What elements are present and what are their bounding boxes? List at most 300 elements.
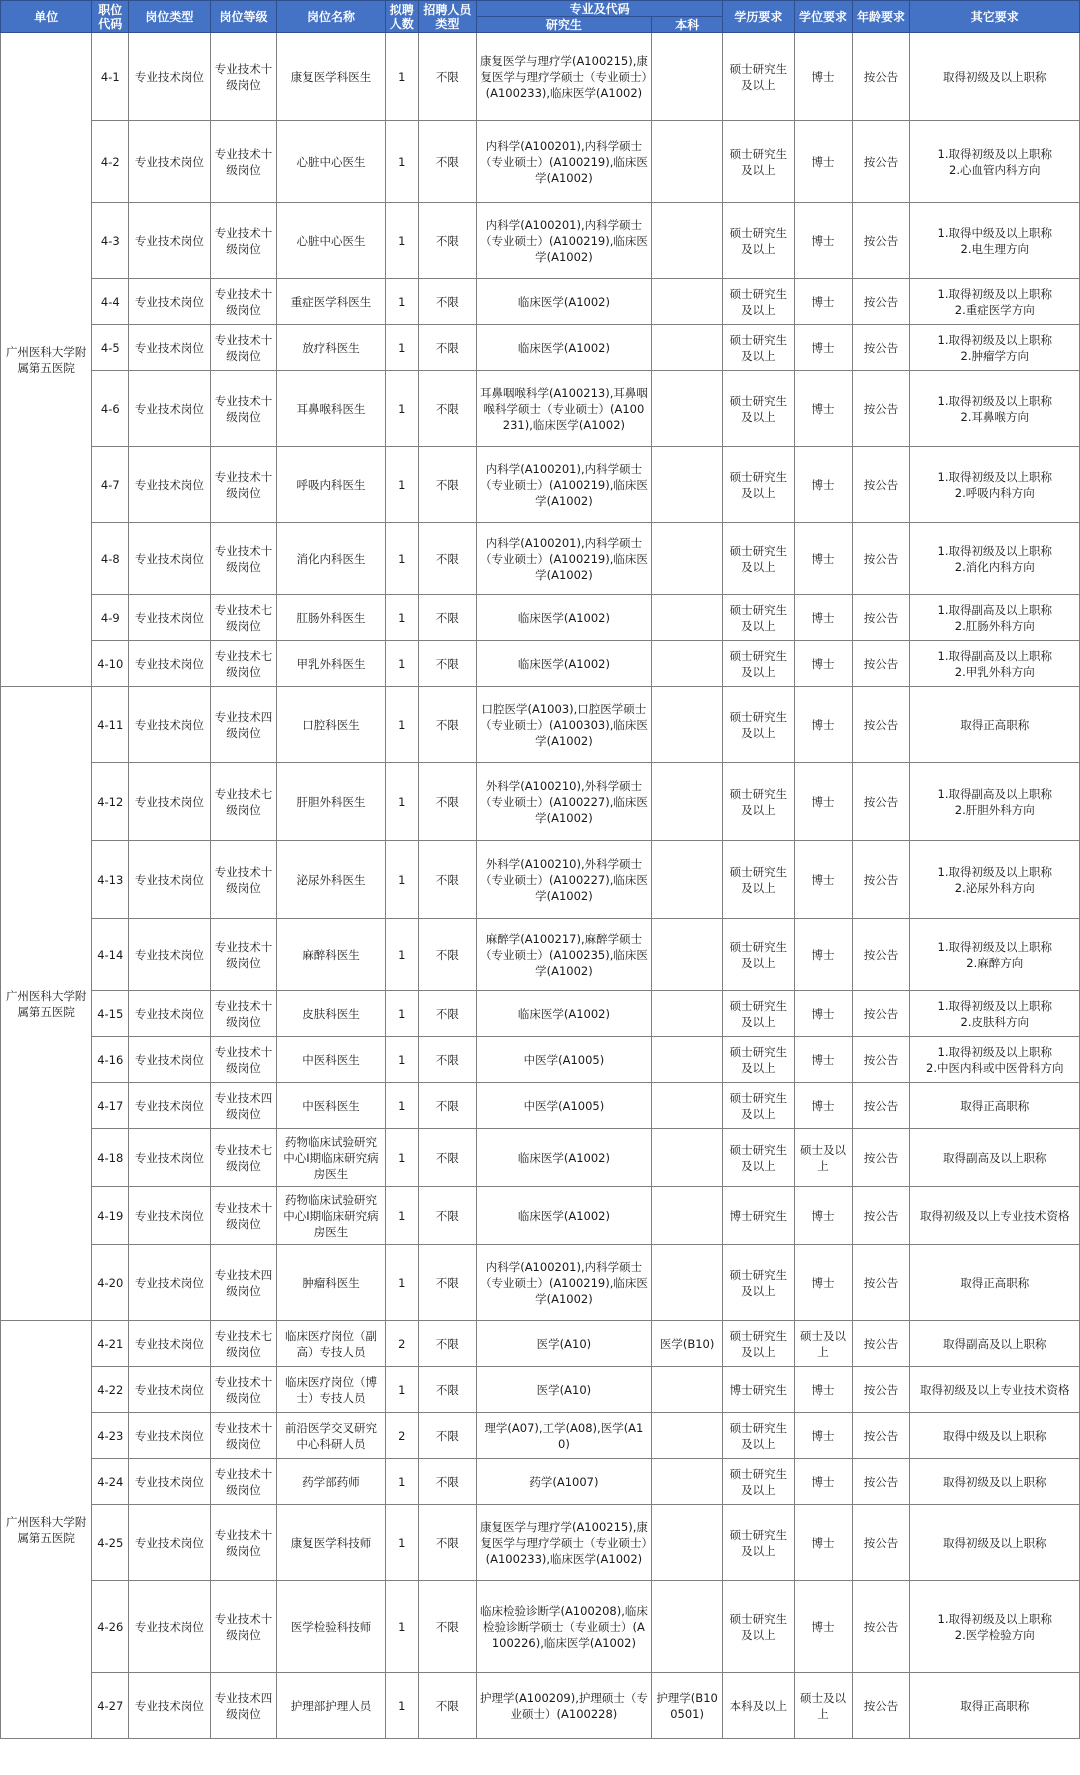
edu-cell: 硕士研究生及以上 — [723, 1581, 794, 1673]
name-cell: 重症医学科医生 — [277, 279, 385, 325]
type-cell: 专业技术岗位 — [129, 919, 210, 991]
table-row — [1, 1459, 1080, 1505]
grad-major-cell: 临床医学(A1002) — [476, 1129, 651, 1187]
other-cell: 1.取得副高及以上职称 2.肛肠外科方向 — [910, 595, 1080, 641]
table-row — [1, 841, 1080, 919]
other-cell: 1.取得初级及以上职称 2.呼吸内科方向 — [910, 447, 1080, 523]
count-cell: 1 — [385, 1505, 418, 1581]
count-cell: 1 — [385, 371, 418, 447]
table-row — [1, 1673, 1080, 1739]
type-cell: 专业技术岗位 — [129, 595, 210, 641]
recruit-type-cell: 不限 — [418, 841, 476, 919]
type-cell: 专业技术岗位 — [129, 841, 210, 919]
name-cell: 医学检验科技师 — [277, 1581, 385, 1673]
edu-cell: 硕士研究生及以上 — [723, 1321, 794, 1367]
level-cell: 专业技术十级岗位 — [210, 1037, 277, 1083]
other-cell: 1.取得初级及以上职称 2.泌尿外科方向 — [910, 841, 1080, 919]
name-cell: 康复医学科医生 — [277, 33, 385, 121]
edu-cell: 硕士研究生及以上 — [723, 687, 794, 763]
code-cell: 4-10 — [92, 641, 129, 687]
level-cell: 专业技术七级岗位 — [210, 641, 277, 687]
undergrad-major-cell — [651, 33, 722, 121]
recruit-type-cell: 不限 — [418, 1505, 476, 1581]
edu-cell: 硕士研究生及以上 — [723, 1245, 794, 1321]
grad-major-cell: 内科学(A100201),内科学硕士（专业硕士）(A100219),临床医学(A1002) — [476, 523, 651, 595]
name-cell: 耳鼻喉科医生 — [277, 371, 385, 447]
count-cell: 1 — [385, 1673, 418, 1739]
level-cell: 专业技术十级岗位 — [210, 1187, 277, 1245]
other-cell: 取得初级及以上专业技术资格 — [910, 1367, 1080, 1413]
age-cell: 按公告 — [852, 919, 910, 991]
name-cell: 临床医疗岗位（博士）专技人员 — [277, 1367, 385, 1413]
name-cell: 肛肠外科医生 — [277, 595, 385, 641]
other-cell: 取得初级及以上职称 — [910, 1505, 1080, 1581]
code-cell: 4-17 — [92, 1083, 129, 1129]
code-cell: 4-27 — [92, 1673, 129, 1739]
age-cell: 按公告 — [852, 203, 910, 279]
age-cell: 按公告 — [852, 279, 910, 325]
code-cell: 4-19 — [92, 1187, 129, 1245]
edu-cell: 硕士研究生及以上 — [723, 919, 794, 991]
code-cell: 4-6 — [92, 371, 129, 447]
code-cell: 4-5 — [92, 325, 129, 371]
undergrad-major-cell — [651, 687, 722, 763]
type-cell: 专业技术岗位 — [129, 1129, 210, 1187]
type-cell: 专业技术岗位 — [129, 371, 210, 447]
age-cell: 按公告 — [852, 763, 910, 841]
age-cell: 按公告 — [852, 1505, 910, 1581]
type-cell: 专业技术岗位 — [129, 33, 210, 121]
table-header — [1, 1, 1080, 33]
recruit-type-cell: 不限 — [418, 687, 476, 763]
code-cell: 4-21 — [92, 1321, 129, 1367]
level-cell: 专业技术四级岗位 — [210, 687, 277, 763]
degree-cell: 博士 — [794, 1037, 852, 1083]
degree-cell: 博士 — [794, 841, 852, 919]
undergrad-major-cell — [651, 1413, 722, 1459]
header-count: 拟聘人数 — [385, 1, 418, 33]
degree-cell: 博士 — [794, 279, 852, 325]
edu-cell: 硕士研究生及以上 — [723, 1459, 794, 1505]
table-row — [1, 687, 1080, 763]
name-cell: 呼吸内科医生 — [277, 447, 385, 523]
table-row — [1, 595, 1080, 641]
undergrad-major-cell — [651, 1187, 722, 1245]
other-cell: 1.取得初级及以上职称 2.耳鼻喉方向 — [910, 371, 1080, 447]
degree-cell: 博士 — [794, 1083, 852, 1129]
code-cell: 4-16 — [92, 1037, 129, 1083]
type-cell: 专业技术岗位 — [129, 763, 210, 841]
undergrad-major-cell — [651, 763, 722, 841]
age-cell: 按公告 — [852, 595, 910, 641]
code-cell: 4-14 — [92, 919, 129, 991]
unit-cell: 广州医科大学附属第五医院 — [1, 687, 92, 1321]
degree-cell: 博士 — [794, 447, 852, 523]
grad-major-cell: 内科学(A100201),内科学硕士（专业硕士）(A100219),临床医学(A1002) — [476, 203, 651, 279]
grad-major-cell: 医学(A10) — [476, 1321, 651, 1367]
undergrad-major-cell — [651, 1083, 722, 1129]
code-cell: 4-7 — [92, 447, 129, 523]
name-cell: 心脏中心医生 — [277, 121, 385, 203]
type-cell: 专业技术岗位 — [129, 203, 210, 279]
header-age: 年龄要求 — [852, 1, 910, 33]
edu-cell: 本科及以上 — [723, 1673, 794, 1739]
recruit-type-cell: 不限 — [418, 595, 476, 641]
degree-cell: 博士 — [794, 763, 852, 841]
table-row — [1, 371, 1080, 447]
recruit-type-cell: 不限 — [418, 641, 476, 687]
grad-major-cell: 医学(A10) — [476, 1367, 651, 1413]
type-cell: 专业技术岗位 — [129, 1413, 210, 1459]
table-row — [1, 641, 1080, 687]
edu-cell: 硕士研究生及以上 — [723, 371, 794, 447]
grad-major-cell: 康复医学与理疗学(A100215),康复医学与理疗学硕士（专业硕士）(A100233),临床医学(A1002) — [476, 1505, 651, 1581]
grad-major-cell: 内科学(A100201),内科学硕士（专业硕士）(A100219),临床医学(A1002) — [476, 121, 651, 203]
other-cell: 取得正高职称 — [910, 1245, 1080, 1321]
recruit-type-cell: 不限 — [418, 325, 476, 371]
level-cell: 专业技术十级岗位 — [210, 203, 277, 279]
name-cell: 肝胆外科医生 — [277, 763, 385, 841]
unit-cell: 广州医科大学附属第五医院 — [1, 1321, 92, 1739]
degree-cell: 博士 — [794, 1505, 852, 1581]
degree-cell: 硕士及以上 — [794, 1321, 852, 1367]
degree-cell: 博士 — [794, 687, 852, 763]
undergrad-major-cell — [651, 121, 722, 203]
type-cell: 专业技术岗位 — [129, 325, 210, 371]
code-cell: 4-3 — [92, 203, 129, 279]
undergrad-major-cell — [651, 841, 722, 919]
unit-cell: 广州医科大学附属第五医院 — [1, 33, 92, 687]
degree-cell: 博士 — [794, 1581, 852, 1673]
recruit-type-cell: 不限 — [418, 1321, 476, 1367]
table-row — [1, 1321, 1080, 1367]
name-cell: 药物临床试验研究中心I期临床研究病房医生 — [277, 1187, 385, 1245]
degree-cell: 博士 — [794, 203, 852, 279]
header-level: 岗位等级 — [210, 1, 277, 33]
recruit-type-cell: 不限 — [418, 1673, 476, 1739]
degree-cell: 博士 — [794, 33, 852, 121]
code-cell: 4-24 — [92, 1459, 129, 1505]
recruit-type-cell: 不限 — [418, 371, 476, 447]
undergrad-major-cell — [651, 919, 722, 991]
undergrad-major-cell — [651, 523, 722, 595]
edu-cell: 硕士研究生及以上 — [723, 325, 794, 371]
other-cell: 取得正高职称 — [910, 687, 1080, 763]
table-row — [1, 1505, 1080, 1581]
edu-cell: 博士研究生 — [723, 1187, 794, 1245]
edu-cell: 硕士研究生及以上 — [723, 33, 794, 121]
type-cell: 专业技术岗位 — [129, 1459, 210, 1505]
degree-cell: 博士 — [794, 919, 852, 991]
table-row — [1, 919, 1080, 991]
level-cell: 专业技术四级岗位 — [210, 1083, 277, 1129]
other-cell: 1.取得副高及以上职称 2.甲乳外科方向 — [910, 641, 1080, 687]
code-cell: 4-8 — [92, 523, 129, 595]
code-cell: 4-26 — [92, 1581, 129, 1673]
recruit-type-cell: 不限 — [418, 1413, 476, 1459]
count-cell: 1 — [385, 1187, 418, 1245]
count-cell: 1 — [385, 33, 418, 121]
header-major: 专业及代码 — [476, 1, 722, 17]
count-cell: 1 — [385, 1083, 418, 1129]
grad-major-cell: 中医学(A1005) — [476, 1083, 651, 1129]
table-row — [1, 203, 1080, 279]
edu-cell: 硕士研究生及以上 — [723, 991, 794, 1037]
level-cell: 专业技术十级岗位 — [210, 371, 277, 447]
count-cell: 2 — [385, 1321, 418, 1367]
code-cell: 4-12 — [92, 763, 129, 841]
code-cell: 4-2 — [92, 121, 129, 203]
table-row — [1, 325, 1080, 371]
name-cell: 甲乳外科医生 — [277, 641, 385, 687]
edu-cell: 硕士研究生及以上 — [723, 595, 794, 641]
type-cell: 专业技术岗位 — [129, 1321, 210, 1367]
undergrad-major-cell — [651, 279, 722, 325]
level-cell: 专业技术四级岗位 — [210, 1245, 277, 1321]
header-degree: 学位要求 — [794, 1, 852, 33]
recruit-type-cell: 不限 — [418, 1581, 476, 1673]
edu-cell: 硕士研究生及以上 — [723, 203, 794, 279]
undergrad-major-cell — [651, 1129, 722, 1187]
code-cell: 4-25 — [92, 1505, 129, 1581]
other-cell: 1.取得初级及以上职称 2.医学检验方向 — [910, 1581, 1080, 1673]
count-cell: 1 — [385, 121, 418, 203]
code-cell: 4-20 — [92, 1245, 129, 1321]
edu-cell: 硕士研究生及以上 — [723, 1505, 794, 1581]
grad-major-cell: 康复医学与理疗学(A100215),康复医学与理疗学硕士（专业硕士）(A100233),临床医学(A1002) — [476, 33, 651, 121]
grad-major-cell: 中医学(A1005) — [476, 1037, 651, 1083]
count-cell: 1 — [385, 1459, 418, 1505]
type-cell: 专业技术岗位 — [129, 1083, 210, 1129]
other-cell: 1.取得初级及以上职称 2.肿瘤学方向 — [910, 325, 1080, 371]
name-cell: 前沿医学交叉研究中心科研人员 — [277, 1413, 385, 1459]
recruit-type-cell: 不限 — [418, 1459, 476, 1505]
other-cell: 1.取得初级及以上职称 2.麻醉方向 — [910, 919, 1080, 991]
edu-cell: 硕士研究生及以上 — [723, 523, 794, 595]
header-grad: 研究生 — [476, 17, 651, 33]
grad-major-cell: 外科学(A100210),外科学硕士（专业硕士）(A100227),临床医学(A1002) — [476, 763, 651, 841]
age-cell: 按公告 — [852, 1187, 910, 1245]
degree-cell: 硕士及以上 — [794, 1673, 852, 1739]
other-cell: 取得初级及以上职称 — [910, 1459, 1080, 1505]
degree-cell: 博士 — [794, 325, 852, 371]
level-cell: 专业技术十级岗位 — [210, 1413, 277, 1459]
grad-major-cell: 耳鼻咽喉科学(A100213),耳鼻咽喉科学硕士（专业硕士）(A100231),临床医学(A1002) — [476, 371, 651, 447]
code-cell: 4-22 — [92, 1367, 129, 1413]
code-cell: 4-1 — [92, 33, 129, 121]
table-row — [1, 121, 1080, 203]
header-code: 职位代码 — [92, 1, 129, 33]
other-cell: 取得中级及以上职称 — [910, 1413, 1080, 1459]
undergrad-major-cell — [651, 447, 722, 523]
code-cell: 4-23 — [92, 1413, 129, 1459]
recruit-type-cell: 不限 — [418, 1083, 476, 1129]
age-cell: 按公告 — [852, 641, 910, 687]
age-cell: 按公告 — [852, 1037, 910, 1083]
other-cell: 取得初级及以上专业技术资格 — [910, 1187, 1080, 1245]
code-cell: 4-15 — [92, 991, 129, 1037]
header-unit: 单位 — [1, 1, 92, 33]
other-cell: 1.取得副高及以上职称 2.肝胆外科方向 — [910, 763, 1080, 841]
recruit-type-cell: 不限 — [418, 1129, 476, 1187]
undergrad-major-cell — [651, 1037, 722, 1083]
other-cell: 1.取得初级及以上职称 2.中医内科或中医骨科方向 — [910, 1037, 1080, 1083]
type-cell: 专业技术岗位 — [129, 1673, 210, 1739]
count-cell: 1 — [385, 991, 418, 1037]
table-row — [1, 279, 1080, 325]
grad-major-cell: 内科学(A100201),内科学硕士（专业硕士）(A100219),临床医学(A1002) — [476, 447, 651, 523]
grad-major-cell: 临床医学(A1002) — [476, 325, 651, 371]
edu-cell: 硕士研究生及以上 — [723, 1413, 794, 1459]
count-cell: 1 — [385, 763, 418, 841]
edu-cell: 硕士研究生及以上 — [723, 641, 794, 687]
age-cell: 按公告 — [852, 1673, 910, 1739]
undergrad-major-cell — [651, 203, 722, 279]
code-cell: 4-11 — [92, 687, 129, 763]
undergrad-major-cell — [651, 325, 722, 371]
degree-cell: 博士 — [794, 523, 852, 595]
undergrad-major-cell — [651, 991, 722, 1037]
type-cell: 专业技术岗位 — [129, 1581, 210, 1673]
count-cell: 1 — [385, 1037, 418, 1083]
type-cell: 专业技术岗位 — [129, 687, 210, 763]
header-other: 其它要求 — [910, 1, 1080, 33]
header-recruit-type: 招聘人员类型 — [418, 1, 476, 33]
count-cell: 1 — [385, 1581, 418, 1673]
degree-cell: 博士 — [794, 121, 852, 203]
name-cell: 泌尿外科医生 — [277, 841, 385, 919]
level-cell: 专业技术十级岗位 — [210, 1505, 277, 1581]
age-cell: 按公告 — [852, 991, 910, 1037]
name-cell: 口腔科医生 — [277, 687, 385, 763]
level-cell: 专业技术十级岗位 — [210, 1581, 277, 1673]
grad-major-cell: 临床医学(A1002) — [476, 641, 651, 687]
header-type: 岗位类型 — [129, 1, 210, 33]
type-cell: 专业技术岗位 — [129, 279, 210, 325]
recruit-type-cell: 不限 — [418, 523, 476, 595]
age-cell: 按公告 — [852, 1245, 910, 1321]
level-cell: 专业技术十级岗位 — [210, 447, 277, 523]
grad-major-cell: 临床医学(A1002) — [476, 1187, 651, 1245]
age-cell: 按公告 — [852, 1413, 910, 1459]
degree-cell: 博士 — [794, 641, 852, 687]
table-row — [1, 1413, 1080, 1459]
level-cell: 专业技术七级岗位 — [210, 763, 277, 841]
count-cell: 1 — [385, 919, 418, 991]
edu-cell: 硕士研究生及以上 — [723, 763, 794, 841]
code-cell: 4-4 — [92, 279, 129, 325]
level-cell: 专业技术十级岗位 — [210, 325, 277, 371]
table-row — [1, 523, 1080, 595]
code-cell: 4-9 — [92, 595, 129, 641]
count-cell: 1 — [385, 595, 418, 641]
grad-major-cell: 临床医学(A1002) — [476, 279, 651, 325]
table-row — [1, 763, 1080, 841]
count-cell: 1 — [385, 523, 418, 595]
edu-cell: 硕士研究生及以上 — [723, 1083, 794, 1129]
undergrad-major-cell: 医学(B10) — [651, 1321, 722, 1367]
count-cell: 1 — [385, 687, 418, 763]
level-cell: 专业技术十级岗位 — [210, 1459, 277, 1505]
level-cell: 专业技术十级岗位 — [210, 991, 277, 1037]
recruit-type-cell: 不限 — [418, 447, 476, 523]
undergrad-major-cell — [651, 1459, 722, 1505]
degree-cell: 博士 — [794, 1187, 852, 1245]
table-row — [1, 1187, 1080, 1245]
name-cell: 消化内科医生 — [277, 523, 385, 595]
recruit-type-cell: 不限 — [418, 919, 476, 991]
age-cell: 按公告 — [852, 121, 910, 203]
count-cell: 1 — [385, 841, 418, 919]
name-cell: 药物临床试验研究中心I期临床研究病房医生 — [277, 1129, 385, 1187]
name-cell: 中医科医生 — [277, 1083, 385, 1129]
degree-cell: 博士 — [794, 1367, 852, 1413]
age-cell: 按公告 — [852, 1367, 910, 1413]
undergrad-major-cell — [651, 595, 722, 641]
type-cell: 专业技术岗位 — [129, 447, 210, 523]
count-cell: 1 — [385, 1367, 418, 1413]
age-cell: 按公告 — [852, 1083, 910, 1129]
type-cell: 专业技术岗位 — [129, 1505, 210, 1581]
header-name: 岗位名称 — [277, 1, 385, 33]
edu-cell: 硕士研究生及以上 — [723, 1037, 794, 1083]
table-row — [1, 991, 1080, 1037]
type-cell: 专业技术岗位 — [129, 523, 210, 595]
level-cell: 专业技术十级岗位 — [210, 1367, 277, 1413]
grad-major-cell: 护理学(A100209),护理硕士（专业硕士）(A100228) — [476, 1673, 651, 1739]
degree-cell: 硕士及以上 — [794, 1129, 852, 1187]
grad-major-cell: 外科学(A100210),外科学硕士（专业硕士）(A100227),临床医学(A1002) — [476, 841, 651, 919]
age-cell: 按公告 — [852, 1459, 910, 1505]
count-cell: 1 — [385, 641, 418, 687]
age-cell: 按公告 — [852, 687, 910, 763]
recruit-type-cell: 不限 — [418, 279, 476, 325]
name-cell: 麻醉科医生 — [277, 919, 385, 991]
age-cell: 按公告 — [852, 33, 910, 121]
degree-cell: 博士 — [794, 1413, 852, 1459]
type-cell: 专业技术岗位 — [129, 991, 210, 1037]
level-cell: 专业技术十级岗位 — [210, 279, 277, 325]
level-cell: 专业技术七级岗位 — [210, 1321, 277, 1367]
header-edu: 学历要求 — [723, 1, 794, 33]
undergrad-major-cell — [651, 1367, 722, 1413]
undergrad-major-cell — [651, 1505, 722, 1581]
other-cell: 取得初级及以上职称 — [910, 33, 1080, 121]
undergrad-major-cell — [651, 1581, 722, 1673]
edu-cell: 博士研究生 — [723, 1367, 794, 1413]
table-row — [1, 1581, 1080, 1673]
undergrad-major-cell: 护理学(B100501) — [651, 1673, 722, 1739]
count-cell: 1 — [385, 203, 418, 279]
grad-major-cell: 临床检验诊断学(A100208),临床检验诊断学硕士（专业硕士）(A100226),临床医学(A1002) — [476, 1581, 651, 1673]
table-row — [1, 1129, 1080, 1187]
name-cell: 肿瘤科医生 — [277, 1245, 385, 1321]
level-cell: 专业技术四级岗位 — [210, 1673, 277, 1739]
name-cell: 心脏中心医生 — [277, 203, 385, 279]
table-row — [1, 1367, 1080, 1413]
table-row — [1, 1037, 1080, 1083]
age-cell: 按公告 — [852, 523, 910, 595]
type-cell: 专业技术岗位 — [129, 1037, 210, 1083]
level-cell: 专业技术十级岗位 — [210, 121, 277, 203]
recruit-type-cell: 不限 — [418, 33, 476, 121]
undergrad-major-cell — [651, 1245, 722, 1321]
count-cell: 1 — [385, 1245, 418, 1321]
recruit-type-cell: 不限 — [418, 991, 476, 1037]
grad-major-cell: 麻醉学(A100217),麻醉学硕士（专业硕士）(A100235),临床医学(A1002) — [476, 919, 651, 991]
table-row — [1, 1083, 1080, 1129]
level-cell: 专业技术十级岗位 — [210, 33, 277, 121]
